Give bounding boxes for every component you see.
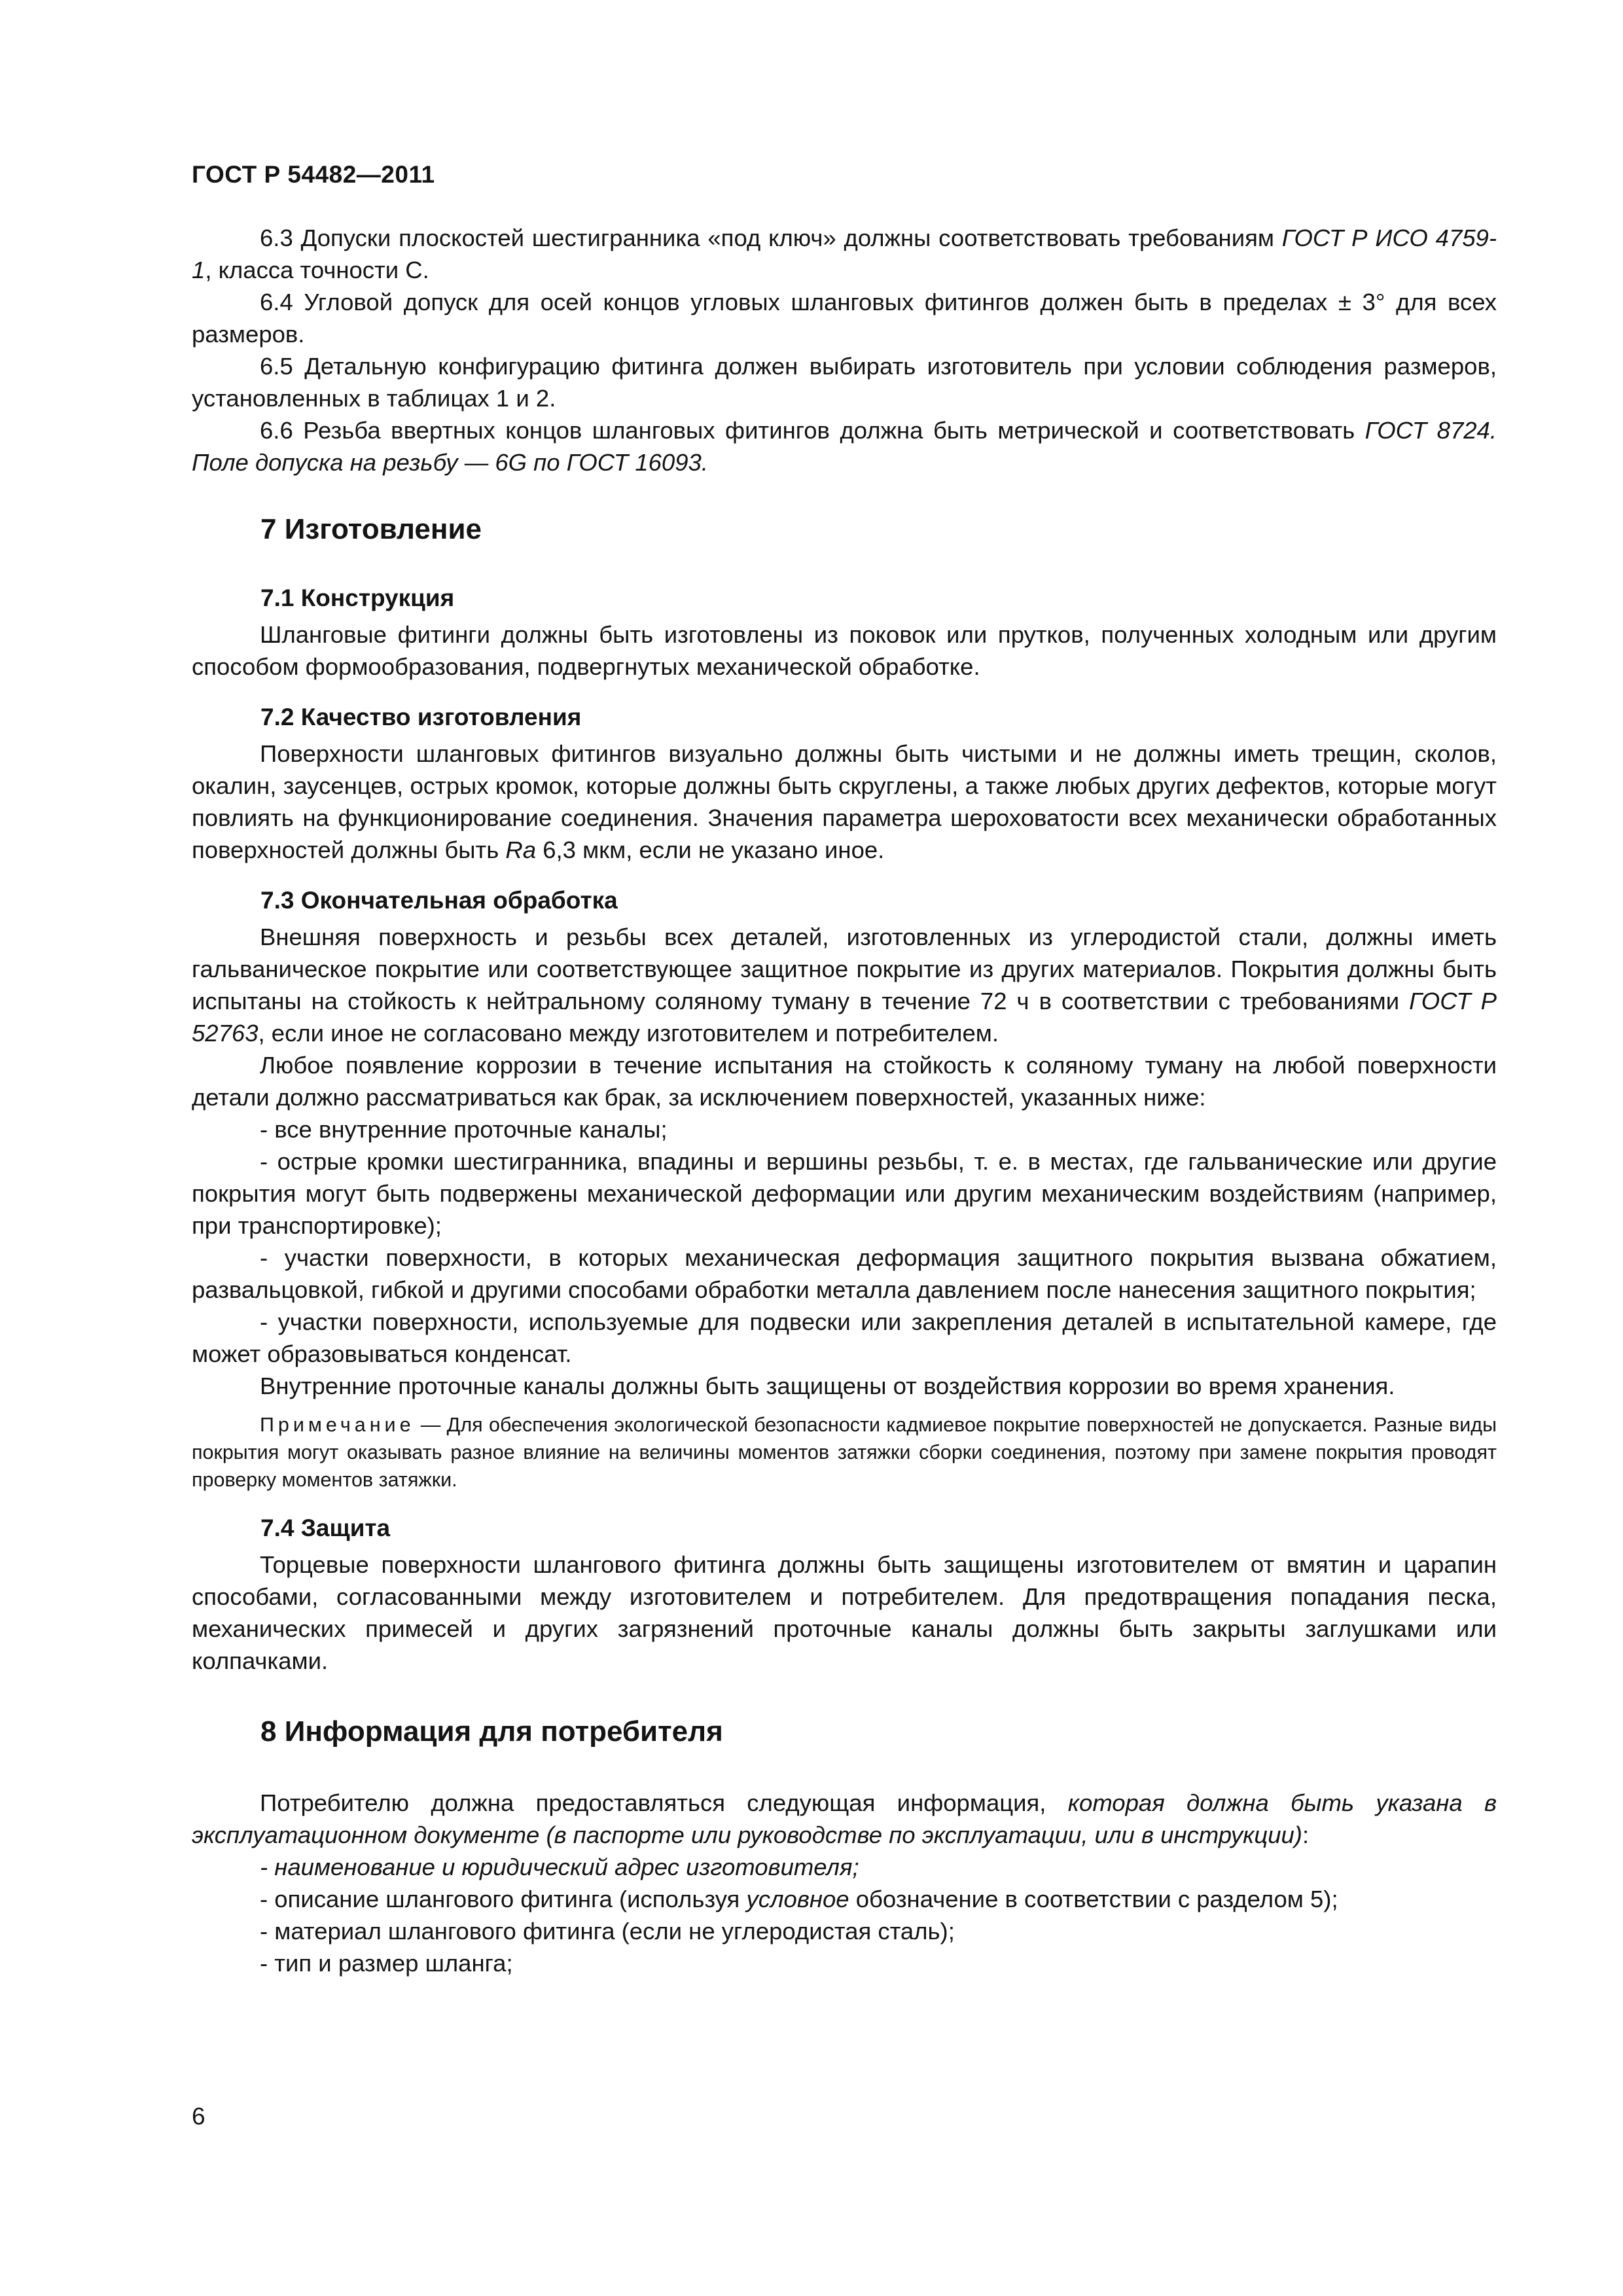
paragraph-6-3: [192, 222, 1497, 286]
list-item: - наименование и юридический адрес изготовителя;: [260, 1854, 859, 1880]
subsection-7-4-heading: 7.4 Защита: [260, 1515, 391, 1541]
text: Внешняя поверхность и резьбы всех деталей, изготовленных из углеродистой стали, должны иметь гальваническое покрытие или соответствующее защитное покрытие из других материалов. Покрытия должны быть испытаны на стойкость к нейтральному соляному туману в течение 72 ч в соответствии с требованиями: [192, 924, 1497, 1014]
text: Поверхности шланговых фитингов визуально должны быть чистыми и не должны иметь трещин, сколов, окалин, заусенцев, острых кромок, которые должны быть скруглены, а также любых других дефектов, которые могут повлиять на функционирование соединения. Значения параметра шероховатости всех механически обработанных поверхностей должны быть: [192, 740, 1497, 863]
paragraph-7-3-3: Внутренние проточные каналы должны быть защищены от воздействия коррозии во время хранения.: [260, 1372, 1395, 1399]
paragraph-6-6: [192, 414, 1497, 478]
text: обозначение в соответствии с разделом 5);: [849, 1886, 1338, 1912]
text: 6.6 Резьба ввертных концов шланговых фитингов должна быть метрической и соответствовать: [260, 417, 1365, 444]
paragraph-7-2: [192, 738, 1497, 866]
note: [192, 1411, 1497, 1494]
standard-reference: ГОСТ Р 52763: [192, 988, 1497, 1047]
text-italic: условное: [746, 1886, 849, 1912]
note-label: Примечание: [260, 1414, 415, 1436]
text: :: [1302, 1821, 1310, 1848]
paragraph-7-1: Шланговые фитинги должны быть изготовлены из поковок или прутков, полученных холодным или другим способом формообразования, подвергнутых механической обработке.: [192, 621, 1497, 680]
text: 6,3 мкм, если не указано иное.: [536, 836, 885, 863]
document-id: ГОСТ Р 54482—2011: [192, 161, 435, 188]
paragraph-7-4: Торцевые поверхности шлангового фитинга должны быть защищены изготовителем от вмятин и царапин способами, согласованными между изготовителем и потребителем. Для предотвращения попадания песка, механических примесей и других загрязнений проточные каналы должны быть закрыты заглушками или колпачками.: [192, 1551, 1497, 1674]
paragraph-6-4: 6.4 Угловой допуск для осей концов угловых шланговых фитингов должен быть в пределах ± 3° для всех размеров.: [192, 289, 1497, 348]
subsection-7-1-heading: 7.1 Конструкция: [260, 584, 455, 611]
list-item: - острые кромки шестигранника, впадины и вершины резьбы, т. е. в местах, где гальванические или другие покрытия могут быть подвержены механической деформации или другим механическим воздействиям (например, при транспортировке);: [192, 1148, 1497, 1239]
document-page: [192, 160, 1497, 1979]
list-item: - тип и размер шланга;: [260, 1950, 513, 1977]
roughness-symbol: Ra: [505, 836, 537, 863]
subsection-7-2-heading: 7.2 Качество изготовления: [260, 704, 582, 730]
text: , класса точности С.: [205, 257, 429, 283]
section-8-heading: 8 Информация для потребителя: [260, 1715, 723, 1748]
paragraph-6-5: 6.5 Детальную конфигурацию фитинга должен выбирать изготовитель при условии соблюдения размеров, установленных в таблицах 1 и 2.: [192, 353, 1497, 412]
paragraph-7-3-1: [192, 921, 1497, 1049]
list-item: - материал шлангового фитинга (если не углеродистая сталь);: [260, 1918, 955, 1945]
list-item: - все внутренние проточные каналы;: [260, 1116, 668, 1143]
text: 6.3 Допуски плоскостей шестигранника «под ключ» должны соответствовать требованиям: [260, 224, 1282, 251]
text: , если иное не согласовано между изготовителем и потребителем.: [258, 1020, 999, 1047]
page-number: 6: [192, 2103, 205, 2130]
list-item: - участки поверхности, в которых механическая деформация защитного покрытия вызвана обжатием, развальцовкой, гибкой и другими способами обработки металла давлением после нанесения защитного покрытия;: [192, 1244, 1497, 1303]
standard-reference: ГОСТ 8724. Поле допуска на резьбу — 6G по ГОСТ 16093.: [192, 417, 1497, 476]
note-text: — Для обеспечения экологической безопасности кадмиевое покрытие поверхностей не допускается. Разные виды покрытия могут оказывать разное влияние на величины моментов затяжки сборки соединения, поэтому при замене покрытия проводят проверку моментов затяжки.: [192, 1414, 1497, 1491]
text: - описание шлангового фитинга (используя: [260, 1886, 747, 1912]
section-7-heading: 7 Изготовление: [260, 513, 482, 545]
subsection-7-3-heading: 7.3 Окончательная обработка: [260, 887, 618, 914]
paragraph-8-intro: [192, 1787, 1497, 1851]
list-item: [192, 1883, 1497, 1915]
standard-reference: ГОСТ Р ИСО 4759-1: [192, 224, 1497, 283]
text: Потребителю должна предоставляться следующая информация,: [260, 1789, 1068, 1816]
text-italic: которая должна быть указана в эксплуатационном документе (в паспорте или руководстве по эксплуатации, или в инструкции): [192, 1789, 1497, 1848]
paragraph-7-3-2: Любое появление коррозии в течение испытания на стойкость к соляному туману на любой поверхности детали должно рассматриваться как брак, за исключением поверхностей, указанных ниже:: [192, 1052, 1497, 1111]
list-item: - участки поверхности, используемые для подвески или закрепления деталей в испытательной камере, где может образовываться конденсат.: [192, 1308, 1497, 1367]
